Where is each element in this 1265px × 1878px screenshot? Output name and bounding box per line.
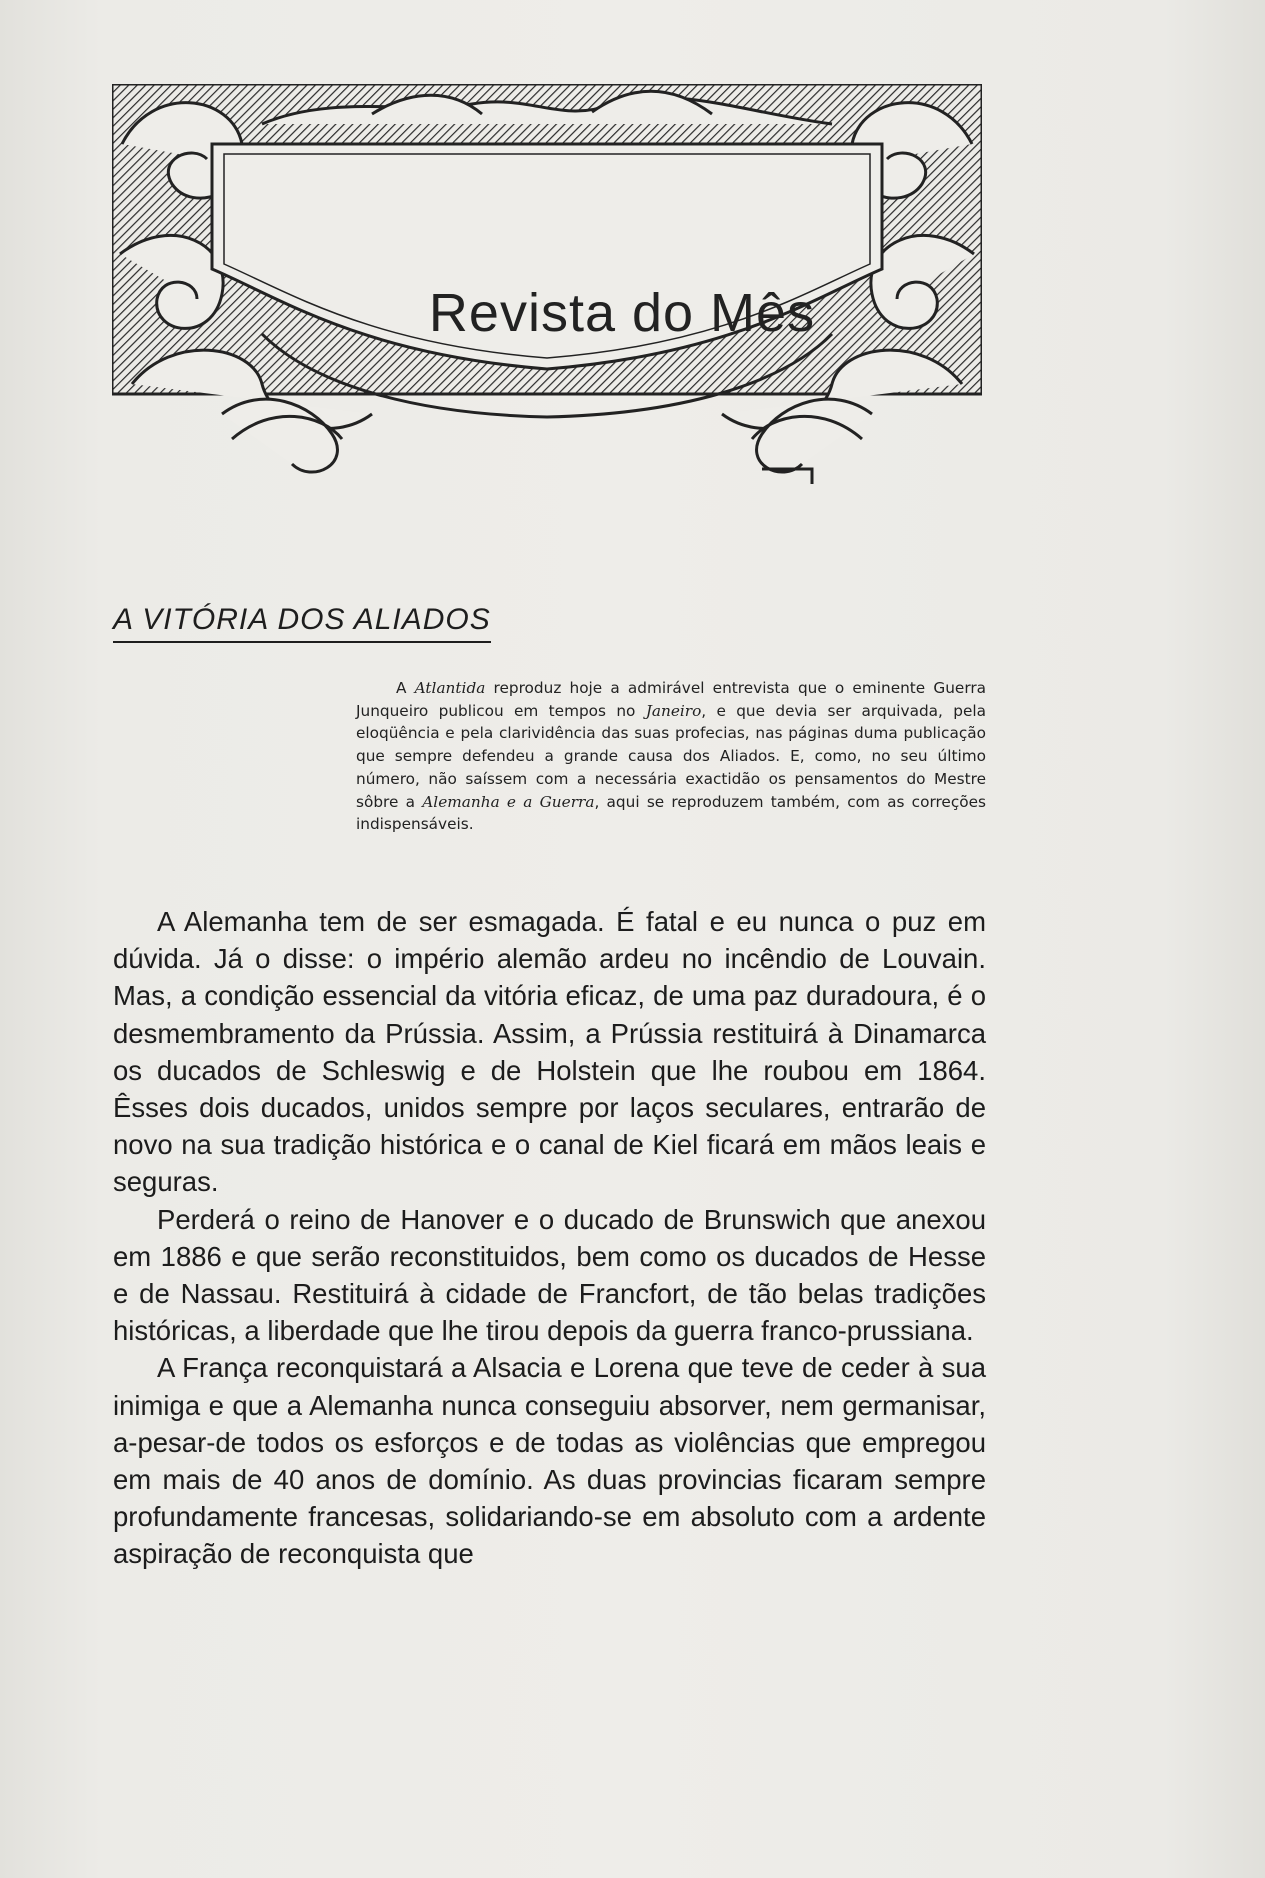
- body-paragraph: A França reconquistará a Alsacia e Lorena que teve de ceder à sua inimiga e que a Alemanha nunca conseguiu absorver, nem germanisar, a-pesar-de todos os esforços e de todas as violências que empregou em mais de 40 anos de domínio. As duas provincias ficaram sempre profundamente francesas, solidariando-se em absoluto com a ardente aspiração de reconquista que: [113, 1352, 986, 1570]
- article-body: [113, 903, 986, 1573]
- intro-italic-atlantida: Atlantida: [414, 679, 486, 697]
- body-paragraph: Perderá o reino de Hanover e o ducado de Brunswich que anexou em 1886 e que serão reconstituidos, bem como os ducados de Hesse e de Nassau. Restituirá à cidade de Francfort, de tão belas tradições históricas, a liberdade que lhe tirou depois da guerra franco-prussiana.: [113, 1203, 986, 1347]
- intro-text-1: A: [396, 679, 415, 697]
- intro-text-3: , e que devia ser arquivada, pela eloqüência e pela clarividência das suas profecias, nas páginas duma publicação que sempre defendeu a grande causa dos Aliados. E, como, no seu último número, não saíssem com a necessária exactidão os pensamentos do Mestre sôbre a: [356, 701, 986, 811]
- article-heading: A VITÓRIA DOS ALIADOS: [113, 603, 491, 643]
- intro-italic-janeiro: Janeiro: [645, 701, 702, 720]
- ornamental-banner: [112, 84, 982, 484]
- intro-note: [356, 677, 986, 836]
- intro-italic-alemanha: Alemanha e a Guerra: [422, 792, 595, 811]
- intro-text-2: reproduz hoje a admirável entrevista que o eminente Guerra Junqueiro publicou em tempos no: [356, 679, 987, 720]
- intro-text-4: , aqui se reproduzem também, com as correções indispensáveis.: [356, 792, 986, 834]
- section-title: Revista do Mês: [428, 283, 816, 343]
- body-paragraph: A Alemanha tem de ser esmagada. É fatal e eu nunca o puz em dúvida. Já o disse: o império alemão ardeu no incêndio de Louvain. Mas, a condição essencial da vitória eficaz, de uma paz duradoura, é o desmembramento da Prússia. Assim, a Prússia restituirá à Dinamarca os ducados de Schleswig e de Holstein que lhe roubou em 1864. Êsses dois ducados, unidos sempre por laços seculares, entrarão de novo na sua tradição histórica e o canal de Kiel ficará em mãos leais e seguras.: [113, 906, 986, 1198]
